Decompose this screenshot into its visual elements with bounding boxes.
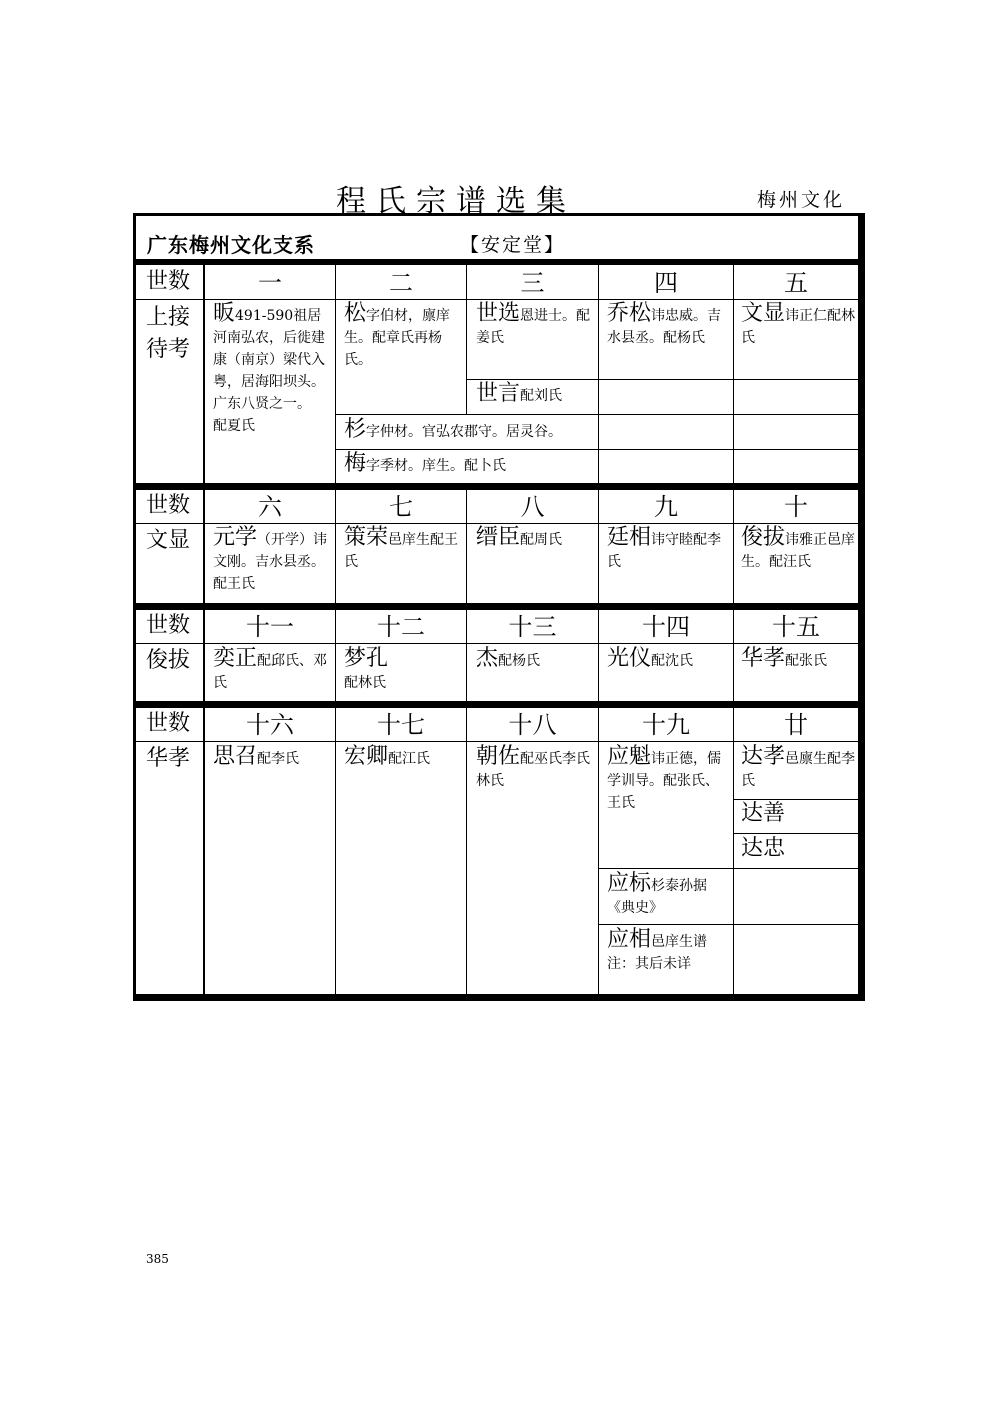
ancestor-name: 应相 (607, 927, 652, 952)
grid-line (466, 379, 858, 380)
ancestor-name: 缙臣 (476, 525, 521, 550)
ancestor-name: 光仪 (607, 646, 652, 671)
ancestor-name: 文显 (741, 301, 786, 326)
ancestor-spouse: 配夏氏 (213, 418, 255, 434)
grid-line (733, 799, 858, 800)
ancestor-entry (607, 648, 729, 672)
ancestor-note: 字仲材。官弘农郡守。居灵谷。 (366, 424, 563, 440)
ancestor-entry (213, 746, 331, 770)
ancestor-note: 讳忠威。吉水县丞。配杨氏 (607, 308, 722, 346)
generation-number: 十五 (772, 613, 820, 641)
section-divider (136, 701, 858, 708)
ancestor-note: 讳正仁配林氏 (741, 308, 856, 346)
ancestor-entry (607, 746, 729, 814)
section-divider (136, 483, 858, 490)
ancestor-name: 达善 (741, 801, 786, 826)
ancestor-name: 达孝 (741, 744, 786, 769)
grid-line (335, 449, 858, 450)
ancestor-entry (741, 838, 855, 862)
ancestor-name: 元学 (213, 525, 258, 550)
ancestor-note: 配李氏 (257, 751, 300, 767)
ancestor-entry (476, 527, 594, 551)
row-label-shishu: 世数 (146, 493, 191, 518)
ancestor-entry (476, 648, 594, 672)
ancestor-note: 讳正德，儒学训导。配张氏、王氏 (607, 751, 722, 811)
ancestor-note: 字季材。庠生。配卜氏 (366, 458, 507, 474)
ancestor-entry (213, 527, 331, 595)
generation-number: 十四 (642, 613, 690, 641)
grid-line (466, 708, 467, 994)
ancestor-note: 配江氏 (388, 751, 431, 767)
ancestor-entry (213, 648, 331, 694)
ancestor-note: 讳雅正邑庠生。配汪氏 (741, 532, 856, 570)
ancestor-name: 梅 (344, 451, 367, 476)
grid-line (335, 708, 336, 994)
ancestor-note: 邑庠生配王氏 (344, 532, 459, 570)
section-source-label: 上接待考 (146, 305, 191, 362)
grid-line (598, 924, 858, 925)
generation-number: 二 (389, 269, 413, 297)
ancestor-note: 字伯材，廪庠生。配章氏再杨氏。 (344, 308, 451, 368)
ancestor-name: 梦孔 (344, 646, 389, 671)
generation-number: 六 (258, 493, 282, 521)
grid-line (598, 868, 858, 869)
ancestor-note: 配邱氏、邓氏 (213, 653, 328, 691)
ancestor-name: 昄 (213, 301, 236, 326)
section-divider (136, 603, 858, 610)
generation-number: 三 (520, 269, 545, 297)
ancestor-name: 朝佐 (476, 744, 521, 769)
ancestor-note: 邑庠生谱注：其后未详 (607, 934, 708, 972)
ancestor-name: 奕正 (213, 646, 258, 671)
ancestor-entry (607, 303, 729, 349)
ancestor-entry (344, 746, 462, 770)
ancestor-entry (741, 803, 855, 827)
ancestor-entry (741, 303, 855, 349)
ancestor-name: 世选 (476, 301, 521, 326)
page-title: 程氏宗谱选集 (336, 184, 576, 219)
generation-number: 七 (389, 493, 413, 521)
ancestor-note: （开学）讳文刚。吉水县丞。配王氏 (213, 532, 328, 592)
ancestor-name: 俊拔 (741, 525, 786, 550)
generation-number: 十八 (508, 711, 557, 739)
ancestor-entry (741, 648, 855, 672)
ancestor-entry (476, 303, 594, 349)
ancestor-name: 达忠 (741, 836, 786, 861)
ancestor-entry (476, 383, 594, 407)
ancestor-name: 杰 (476, 646, 499, 671)
ancestor-note: 配沈氏 (651, 653, 694, 669)
section-source-label: 俊拔 (146, 648, 191, 673)
ancestor-entry (344, 419, 596, 443)
section-divider (136, 259, 858, 265)
row-label-shishu: 世数 (146, 613, 191, 638)
ancestor-entry (476, 746, 594, 792)
grid-line (733, 833, 858, 834)
ancestor-note: 配刘氏 (520, 388, 563, 404)
ancestor-name: 杉 (344, 417, 367, 442)
ancestor-note: 讳守睦配李氏 (607, 532, 722, 570)
generation-number: 十 (784, 493, 808, 521)
ancestor-note: 配巫氏李氏林氏 (476, 751, 591, 789)
generation-number: 五 (784, 269, 808, 297)
ancestor-name: 乔松 (607, 301, 652, 326)
row-label-shishu: 世数 (146, 711, 191, 736)
ancestor-name: 廷相 (607, 525, 652, 550)
generation-number: 十六 (246, 711, 294, 739)
ancestor-note: 配杨氏 (498, 653, 541, 669)
ancestor-entry (607, 873, 729, 919)
ancestor-note: 配林氏 (344, 675, 386, 691)
ancestor-name: 策荣 (344, 525, 389, 550)
generation-number: 十一 (246, 613, 294, 641)
generation-number: 八 (520, 493, 545, 521)
ancestor-name: 世言 (476, 381, 521, 406)
hall-name: 【安定堂】 (460, 234, 566, 256)
ancestor-entry (344, 453, 596, 477)
ancestor-entry (607, 527, 729, 573)
grid-line (598, 708, 599, 994)
row-label-shishu: 世数 (146, 269, 191, 294)
page-tag: 梅州文化 (757, 189, 846, 211)
ancestor-name: 华孝 (741, 646, 786, 671)
ancestor-note: 恩进士。配姜氏 (476, 308, 591, 346)
ancestor-note: 邑廪生配李氏 (741, 751, 856, 789)
generation-number: 十九 (642, 711, 690, 739)
generation-number: 廿 (784, 711, 808, 739)
grid-line (203, 708, 205, 994)
section-source-label: 华孝 (146, 746, 191, 771)
generation-number: 十七 (377, 711, 425, 739)
grid-line (733, 708, 734, 994)
ancestor-note: 491-590祖居河南弘农，后徙建康（南京）梁代入粤，居海阳坝头。广东八贤之一。 (213, 308, 325, 412)
ancestor-name: 应标 (607, 871, 652, 896)
generation-number: 十二 (377, 613, 425, 641)
ancestor-note: 配张氏 (785, 653, 828, 669)
ancestor-note: 配周氏 (520, 532, 563, 548)
ancestor-entry (344, 527, 462, 573)
ancestor-entry (741, 527, 855, 573)
generation-number: 四 (654, 269, 678, 297)
generation-number: 一 (258, 269, 282, 297)
grid-line (335, 414, 858, 415)
ancestor-name: 宏卿 (344, 744, 389, 769)
ancestor-entry (344, 303, 462, 371)
ancestor-name: 应魁 (607, 744, 652, 769)
page-number: 385 (146, 1252, 169, 1266)
generation-number: 十三 (508, 613, 557, 641)
section-source-label: 文显 (146, 528, 191, 553)
branch-name: 广东梅州文化支系 (147, 233, 315, 257)
ancestor-entry (213, 303, 331, 437)
ancestor-entry (741, 746, 855, 792)
ancestor-name: 思召 (213, 744, 258, 769)
generation-number: 九 (654, 493, 678, 521)
ancestor-entry (607, 929, 729, 975)
ancestor-note: 杉泰孙据《典史》 (607, 878, 708, 916)
ancestor-entry (344, 648, 462, 694)
ancestor-name: 松 (344, 301, 367, 326)
